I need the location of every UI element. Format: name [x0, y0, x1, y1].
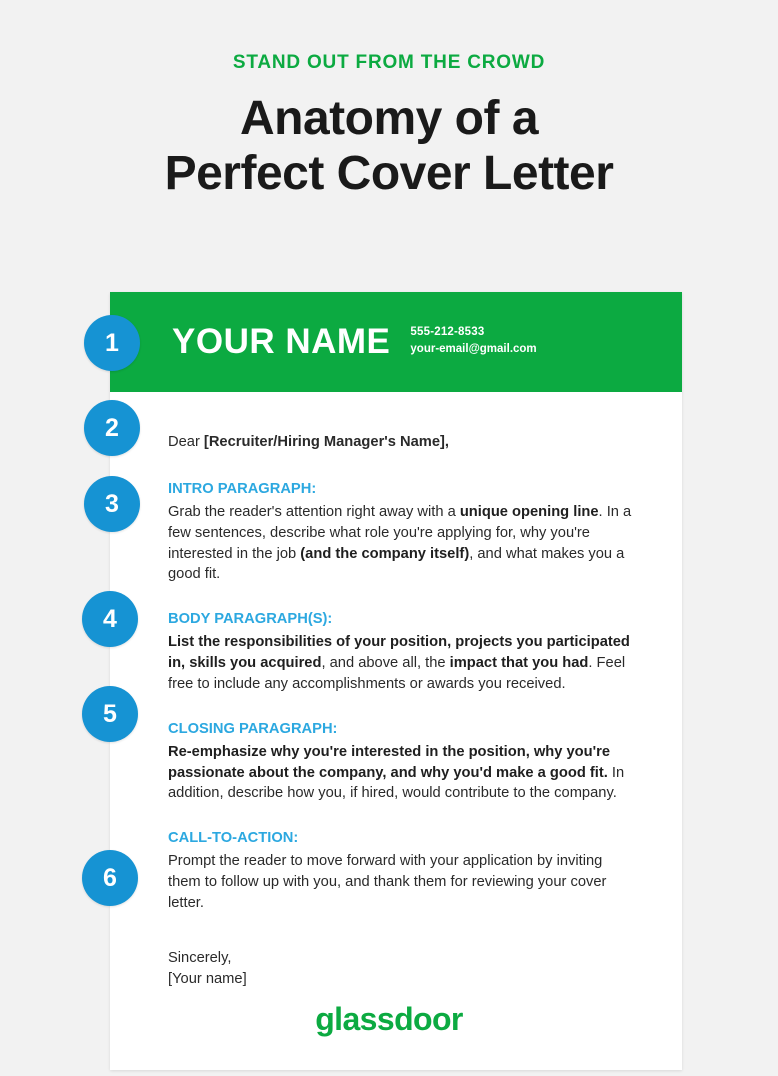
- letter-body: [110, 392, 682, 1070]
- letter-section: [168, 479, 634, 585]
- section-heading: CALL-TO-ACTION:: [168, 830, 299, 847]
- letter-section: [168, 609, 634, 695]
- applicant-name: YOUR NAME: [172, 322, 391, 361]
- section-heading: INTRO PARAGRAPH:: [168, 480, 317, 497]
- step-marker-6[interactable]: 6: [82, 850, 138, 906]
- email-address: your-email@gmail.com: [410, 343, 537, 355]
- letter-header-banner: [110, 292, 682, 392]
- body-text: , and what makes you a good fit.: [168, 545, 625, 583]
- signoff-block: [168, 948, 634, 991]
- body-text: In addition, describe how you, if hired, would contribute to the company.: [168, 764, 625, 802]
- section-body: [168, 632, 634, 695]
- emphasis-text: List the responsibilities of your position, projects you participated in, skills you acquired: [168, 634, 630, 671]
- step-marker-2[interactable]: 2: [84, 400, 140, 456]
- step-marker-5[interactable]: 5: [82, 686, 138, 742]
- step-marker-4[interactable]: 4: [82, 591, 138, 647]
- letter-sections: [168, 479, 634, 914]
- phone-number: 555-212-8533: [410, 326, 485, 339]
- salutation-prefix: Dear: [168, 434, 204, 450]
- section-heading: CLOSING PARAGRAPH:: [168, 720, 338, 737]
- glassdoor-logo: glassdoor: [315, 1001, 463, 1037]
- body-text: . In a few sentences, describe what role you're applying for, why you're interested in the job: [168, 503, 632, 562]
- contact-block: [410, 324, 536, 359]
- salutation: [168, 432, 634, 453]
- section-body: [168, 502, 634, 586]
- page-title: [0, 92, 778, 201]
- page-title-line-1: Anatomy of a: [239, 92, 539, 145]
- cover-letter-card: [110, 292, 682, 1070]
- eyebrow-text: STAND OUT FROM THE CROWD: [232, 52, 546, 73]
- letter-section: [168, 828, 634, 914]
- letter-section: [168, 719, 634, 805]
- section-heading: BODY PARAGRAPH(S):: [168, 611, 333, 628]
- body-text: , and above all, the: [321, 655, 450, 671]
- page-title-line-2: Perfect Cover Letter: [164, 146, 614, 200]
- step-marker-1[interactable]: 1: [84, 315, 140, 371]
- body-text: Prompt the reader to move forward with your application by inviting them to follow up with you, and thank them for reviewing your cover letter.: [168, 853, 607, 911]
- emphasis-text: (and the company itself): [300, 545, 470, 562]
- emphasis-text: Re-emphasize why you're interested in the position, why you're passionate about the company, and why you'd make a good fit.: [168, 743, 610, 781]
- salutation-placeholder: [Recruiter/Hiring Manager's Name],: [203, 434, 450, 450]
- body-text: . Feel free to include any accomplishments or awards you received.: [168, 655, 626, 692]
- body-text: Grab the reader's attention right away with a: [168, 503, 460, 520]
- emphasis-text: unique opening line: [459, 503, 599, 520]
- section-body: [168, 851, 634, 914]
- signoff-line-2: [Your name]: [168, 971, 247, 988]
- emphasis-text: impact that you had: [449, 655, 589, 671]
- step-marker-3[interactable]: 3: [84, 476, 140, 532]
- section-body: [168, 742, 634, 805]
- signoff-line-1: Sincerely,: [168, 949, 232, 966]
